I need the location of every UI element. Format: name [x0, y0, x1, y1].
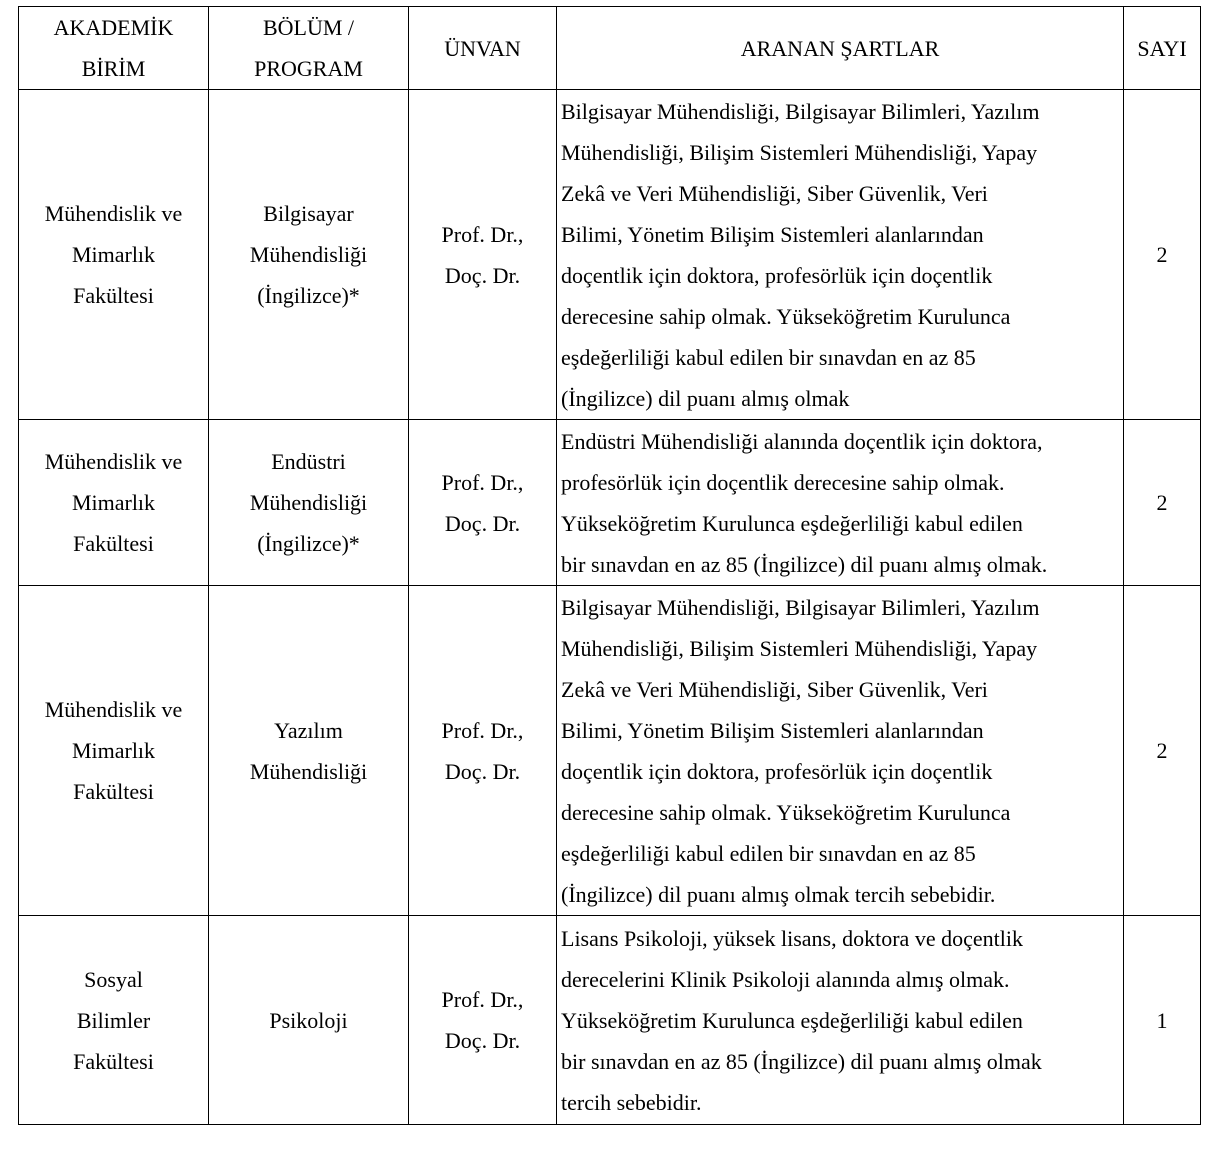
department-cell [209, 420, 409, 586]
text-line: Sosyal [84, 966, 143, 992]
title-cell [409, 586, 557, 916]
text-line: (İngilizce)* [257, 531, 360, 556]
text-line: doçentlik için doktora, profesörlük için doçentlik [561, 758, 993, 784]
title-cell [409, 916, 557, 1125]
header-requirements [557, 7, 1124, 90]
title-cell [409, 420, 557, 586]
text-line: Mühendislik ve [44, 449, 183, 474]
department-cell [209, 90, 409, 420]
text-line: Mühendisliği [249, 242, 368, 267]
text-line: Endüstri [271, 449, 346, 474]
text-line: derecelerini Klinik Psikoloji alanında almış olmak. [561, 966, 1010, 992]
text-line: doçentlik için doktora, profesörlük için doçentlik [561, 262, 993, 288]
text-line: Bilimi, Yönetim Bilişim Sistemleri alanlarından [561, 221, 984, 247]
text-line: Lisans Psikoloji, yüksek lisans, doktora ve doçentlik [561, 925, 1023, 951]
academic-unit-cell [19, 90, 209, 420]
count-cell: 2 [1124, 586, 1201, 916]
text-line: Prof. Dr., [441, 987, 524, 1012]
table-row [19, 90, 1201, 420]
text-line: ÜNVAN [444, 35, 521, 61]
academic-unit-cell [19, 916, 209, 1125]
text-line: Mühendisliği [249, 490, 368, 515]
text-line: Bilimler [76, 1007, 151, 1033]
text-line: bir sınavdan en az 85 (İngilizce) dil puanı almış olmak. [561, 551, 1048, 577]
text-line: profesörlük için doçentlik derecesine sahip olmak. [561, 469, 1005, 495]
count-cell: 1 [1124, 916, 1201, 1125]
table-row [19, 916, 1201, 1125]
text-line: Fakültesi [73, 531, 154, 556]
header-academic-unit [19, 7, 209, 90]
text-line: Mimarlık [71, 242, 156, 267]
text-line: Mühendisliği [249, 758, 368, 784]
text-line: Mühendislik ve [44, 201, 183, 226]
text-line: Fakültesi [73, 779, 154, 804]
text-line: AKADEMİK [53, 15, 174, 40]
text-line: bir sınavdan en az 85 (İngilizce) dil puanı almış olmak [561, 1048, 1042, 1074]
text-line: Doç. Dr. [444, 1028, 521, 1053]
text-line: ARANAN ŞARTLAR [740, 35, 940, 61]
text-line: Yazılım [274, 717, 343, 743]
text-line: Mühendisliği, Bilişim Sistemleri Mühendisliği, Yapay [561, 139, 1038, 165]
text-line: Zekâ ve Veri Mühendisliği, Siber Güvenlik, Veri [561, 180, 988, 206]
text-line: eşdeğerliliği kabul edilen bir sınavdan en az 85 [561, 344, 976, 370]
requirements-cell [557, 586, 1124, 916]
text-line: Doç. Dr. [444, 758, 521, 784]
positions-table [18, 6, 1201, 1125]
text-line: Bilimi, Yönetim Bilişim Sistemleri alanlarından [561, 717, 984, 743]
text-line: Doç. Dr. [444, 262, 521, 288]
text-line: derecesine sahip olmak. Yükseköğretim Kurulunca [561, 799, 1011, 825]
text-line: Mimarlık [71, 490, 156, 515]
text-line: Fakültesi [73, 283, 154, 308]
header-row [19, 7, 1201, 90]
text-line: (İngilizce)* [257, 283, 360, 308]
department-cell [209, 916, 409, 1125]
requirements-cell [557, 420, 1124, 586]
text-line: (İngilizce) dil puanı almış olmak tercih sebebidir. [561, 881, 996, 907]
text-line: Doç. Dr. [444, 510, 521, 536]
requirements-cell [557, 90, 1124, 420]
department-cell [209, 586, 409, 916]
text-line: Yükseköğretim Kurulunca eşdeğerliliği kabul edilen [561, 510, 1023, 536]
requirements-cell [557, 916, 1124, 1125]
title-cell [409, 90, 557, 420]
header-department [209, 7, 409, 90]
text-line: derecesine sahip olmak. Yükseköğretim Kurulunca [561, 303, 1011, 329]
text-line: BİRİM [81, 56, 146, 81]
text-line: Bilgisayar Mühendisliği, Bilgisayar Bilimleri, Yazılım [561, 98, 1040, 124]
count-cell: 2 [1124, 420, 1201, 586]
text-line: Fakültesi [73, 1048, 154, 1074]
text-line: Mühendislik ve [44, 697, 183, 722]
table-row [19, 586, 1201, 916]
text-line: Prof. Dr., [441, 717, 524, 743]
academic-unit-cell [19, 586, 209, 916]
text-line: Zekâ ve Veri Mühendisliği, Siber Güvenlik, Veri [561, 676, 988, 702]
text-line: (İngilizce) dil puanı almış olmak [561, 385, 850, 411]
text-line: Prof. Dr., [441, 469, 524, 495]
text-line: Yükseköğretim Kurulunca eşdeğerliliği kabul edilen [561, 1007, 1023, 1033]
text-line: tercih sebebidir. [561, 1089, 702, 1115]
text-line: Psikoloji [269, 1007, 348, 1033]
header-title [409, 7, 557, 90]
table-row [19, 420, 1201, 586]
text-line: Mühendisliği, Bilişim Sistemleri Mühendisliği, Yapay [561, 635, 1038, 661]
text-line: eşdeğerliliği kabul edilen bir sınavdan en az 85 [561, 840, 976, 866]
academic-unit-cell [19, 420, 209, 586]
text-line: PROGRAM [254, 56, 363, 81]
text-line: SAYI [1137, 35, 1187, 61]
text-line: Bilgisayar Mühendisliği, Bilgisayar Bilimleri, Yazılım [561, 594, 1040, 620]
count-cell: 2 [1124, 90, 1201, 420]
text-line: Mimarlık [71, 738, 156, 763]
text-line: Prof. Dr., [441, 221, 524, 247]
text-line: BÖLÜM / [262, 15, 355, 40]
header-count [1124, 7, 1201, 90]
text-line: Bilgisayar [263, 201, 354, 226]
text-line: Endüstri Mühendisliği alanında doçentlik için doktora, [561, 428, 1043, 454]
